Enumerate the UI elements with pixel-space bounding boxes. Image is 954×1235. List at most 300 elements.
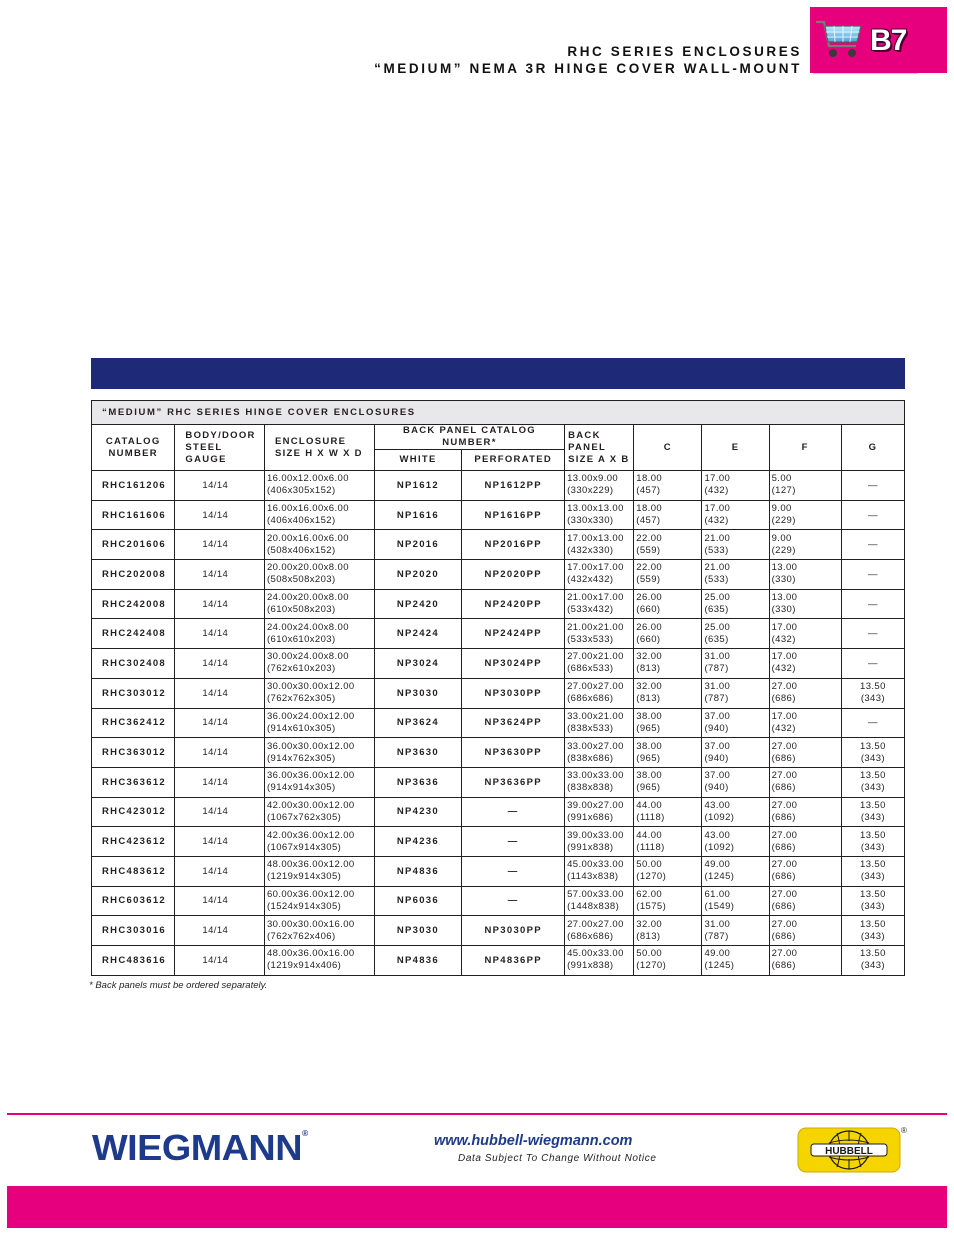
hubbell-registered-mark: ® [901, 1126, 907, 1135]
enclosure-size-metric: (1067x914x305) [266, 841, 342, 853]
dim-e [702, 500, 769, 530]
dim-f-value: 27.00 [771, 888, 798, 900]
dim-e-metric: (1245) [704, 960, 735, 972]
table-row [92, 589, 905, 619]
col-header-panel-size: BACK PANEL SIZE A X B [565, 425, 634, 471]
dim-e-metric: (1092) [704, 811, 735, 823]
dim-e-value: 43.00 [704, 799, 731, 811]
catalog-number-value: RHC423012 [102, 806, 166, 818]
perforated-panel-number [462, 530, 565, 560]
perforated-panel-number-value: — [507, 865, 519, 877]
dim-c [634, 560, 702, 590]
dim-e-metric: (1092) [704, 841, 735, 853]
white-panel-number-value: NP4836 [396, 865, 439, 877]
dim-c [634, 530, 702, 560]
panel-size-value: 27.00x27.00 [567, 681, 624, 693]
col-header-perforated: PERFORATED [462, 450, 565, 471]
enclosure-size-metric: (610x610x203) [266, 633, 336, 645]
catalog-number-value: RHC302408 [102, 657, 166, 669]
enclosure-size-value: 20.00x16.00x6.00 [266, 532, 349, 544]
dim-f [769, 946, 841, 976]
section-bar [91, 358, 905, 389]
catalog-number-value: RHC362412 [102, 717, 166, 729]
white-panel-number [374, 946, 462, 976]
dim-c-metric: (559) [636, 574, 661, 586]
dim-c [634, 856, 702, 886]
panel-size [565, 500, 634, 530]
dim-g [841, 560, 904, 590]
dim-f-value: 17.00 [771, 710, 798, 722]
catalog-number-value: RHC303016 [102, 925, 166, 937]
enclosure-size-metric: (914x914x305) [266, 782, 336, 794]
wiegmann-logo [92, 1127, 308, 1168]
enclosure-table [91, 400, 905, 976]
table-row [92, 886, 905, 916]
perforated-panel-number [462, 619, 565, 649]
dim-c-metric: (1270) [636, 871, 667, 883]
dim-e [702, 767, 769, 797]
dim-g-metric: (343) [860, 841, 885, 853]
dim-e [702, 946, 769, 976]
catalog-number-value: RHC363612 [102, 776, 166, 788]
dim-e-value: 25.00 [704, 592, 731, 604]
dim-c-metric: (813) [636, 663, 661, 675]
col-header-gauge: BODY/DOOR STEEL GAUGE [175, 425, 265, 471]
dim-f [769, 530, 841, 560]
dim-f-metric: (686) [771, 752, 796, 764]
catalog-number-value: RHC483616 [102, 954, 166, 966]
dim-g-metric: (343) [860, 811, 885, 823]
col-header-f: F [769, 425, 841, 471]
perforated-panel-number-value: NP2016PP [484, 539, 542, 551]
dim-e-value: 37.00 [704, 710, 731, 722]
panel-size-value: 21.00x21.00 [567, 621, 624, 633]
steel-gauge [175, 471, 265, 501]
table-row [92, 500, 905, 530]
perforated-panel-number [462, 886, 565, 916]
enclosure-size [264, 856, 374, 886]
website-link[interactable]: www.hubbell-wiegmann.com [434, 1133, 633, 1149]
perforated-panel-number-value: NP2020PP [484, 568, 542, 580]
dim-g-value: — [867, 657, 878, 669]
enclosure-size-value: 30.00x30.00x16.00 [266, 918, 355, 930]
steel-gauge [175, 946, 265, 976]
white-panel-number [374, 560, 462, 590]
dim-f [769, 856, 841, 886]
steel-gauge-value: 14/14 [202, 568, 229, 580]
dim-f-value: 27.00 [771, 740, 798, 752]
perforated-panel-number [462, 738, 565, 768]
white-panel-number-value: NP2020 [396, 568, 439, 580]
dim-g [841, 589, 904, 619]
steel-gauge [175, 589, 265, 619]
catalog-number [92, 767, 175, 797]
dim-e-metric: (533) [704, 544, 729, 556]
perforated-panel-number-value: — [507, 895, 519, 907]
dim-c-value: 22.00 [636, 532, 663, 544]
white-panel-number-value: NP4236 [396, 836, 439, 848]
steel-gauge [175, 678, 265, 708]
enclosure-size-metric: (762x762x406) [266, 930, 336, 942]
white-panel-number-value: NP3636 [396, 776, 439, 788]
enclosure-size [264, 560, 374, 590]
enclosure-size-value: 36.00x30.00x12.00 [266, 740, 355, 752]
hubbell-logo-text: HUBBELL [825, 1146, 873, 1157]
dim-g-metric: (343) [860, 752, 885, 764]
steel-gauge [175, 827, 265, 857]
catalog-number-value: RHC483612 [102, 865, 166, 877]
dim-f [769, 678, 841, 708]
catalog-number-value: RHC201606 [102, 539, 166, 551]
panel-size-value: 27.00x21.00 [567, 651, 624, 663]
enclosure-size [264, 678, 374, 708]
dim-e-value: 17.00 [704, 503, 731, 515]
perforated-panel-number-value: NP1616PP [484, 509, 542, 521]
dim-c-metric: (457) [636, 515, 661, 527]
steel-gauge-value: 14/14 [202, 925, 229, 937]
dim-c-metric: (1270) [636, 960, 667, 972]
dim-f-metric: (686) [771, 841, 796, 853]
shopping-cart-icon[interactable] [814, 16, 864, 60]
dim-f-value: 9.00 [771, 532, 792, 544]
dim-e [702, 619, 769, 649]
perforated-panel-number-value: — [507, 836, 519, 848]
white-panel-number [374, 708, 462, 738]
page-title: RHC SERIES ENCLOSURES [567, 44, 802, 59]
dim-f-metric: (330) [771, 604, 796, 616]
dim-f [769, 471, 841, 501]
dim-g-value: 13.50 [860, 948, 886, 960]
perforated-panel-number [462, 767, 565, 797]
table-row [92, 678, 905, 708]
enclosure-size [264, 619, 374, 649]
dim-f-metric: (686) [771, 871, 796, 883]
table-row [92, 560, 905, 590]
panel-size [565, 678, 634, 708]
logo-text: WIEGMANN [92, 1127, 302, 1168]
enclosure-size [264, 797, 374, 827]
enclosure-size-value: 60.00x36.00x12.00 [266, 888, 355, 900]
panel-size [565, 530, 634, 560]
panel-size-metric: (533x432) [567, 604, 614, 616]
white-panel-number [374, 856, 462, 886]
dim-c-value: 32.00 [636, 918, 663, 930]
col-header-size: ENCLOSURE SIZE H X W X D [264, 425, 374, 471]
dim-g [841, 471, 904, 501]
panel-size-metric: (838x838) [567, 782, 614, 794]
dim-c-value: 32.00 [636, 681, 663, 693]
panel-size-value: 39.00x27.00 [567, 799, 624, 811]
enclosure-size-value: 48.00x36.00x12.00 [266, 859, 355, 871]
dim-c [634, 946, 702, 976]
col-header-back-panel: BACK PANEL CATALOG NUMBER* [374, 425, 564, 450]
steel-gauge-value: 14/14 [202, 776, 229, 788]
dim-f-metric: (686) [771, 900, 796, 912]
dim-c-value: 22.00 [636, 562, 663, 574]
dim-g-value: — [867, 628, 878, 640]
panel-size [565, 856, 634, 886]
dim-e [702, 678, 769, 708]
table-row [92, 916, 905, 946]
dim-g-value: 13.50 [860, 681, 886, 693]
dim-e-metric: (635) [704, 604, 729, 616]
dim-c [634, 827, 702, 857]
steel-gauge [175, 797, 265, 827]
panel-size-metric: (686x686) [567, 930, 614, 942]
page-subtitle: “MEDIUM” NEMA 3R HINGE COVER WALL-MOUNT [374, 61, 802, 76]
dim-e-value: 31.00 [704, 651, 731, 663]
dim-g-value: 13.50 [860, 740, 886, 752]
dim-e-value: 43.00 [704, 829, 731, 841]
dim-e [702, 916, 769, 946]
panel-size [565, 797, 634, 827]
catalog-number [92, 560, 175, 590]
dim-e-value: 49.00 [704, 859, 731, 871]
dim-c [634, 797, 702, 827]
dim-g-value: — [867, 568, 878, 580]
panel-size-metric: (1448x838) [567, 900, 620, 912]
enclosure-size-metric: (914x610x305) [266, 722, 336, 734]
enclosure-size [264, 589, 374, 619]
perforated-panel-number-value: NP1612PP [484, 479, 542, 491]
dim-e-value: 17.00 [704, 473, 731, 485]
dim-f-value: 27.00 [771, 799, 798, 811]
dim-c-metric: (965) [636, 782, 661, 794]
dim-c [634, 738, 702, 768]
dim-e-metric: (432) [704, 515, 729, 527]
dim-g-metric: (343) [860, 930, 885, 942]
dim-g-metric: (343) [860, 782, 885, 794]
catalog-number [92, 886, 175, 916]
dim-g [841, 500, 904, 530]
perforated-panel-number [462, 916, 565, 946]
dim-c [634, 767, 702, 797]
dim-e-metric: (787) [704, 930, 729, 942]
catalog-number [92, 916, 175, 946]
col-header-e: E [702, 425, 769, 471]
dim-g [841, 797, 904, 827]
dim-f [769, 619, 841, 649]
dim-g [841, 708, 904, 738]
dim-e [702, 530, 769, 560]
dim-c-value: 26.00 [636, 621, 663, 633]
dim-c-value: 38.00 [636, 740, 663, 752]
white-panel-number [374, 827, 462, 857]
dim-f [769, 886, 841, 916]
dim-e-value: 21.00 [704, 562, 731, 574]
panel-size-value: 17.00x13.00 [567, 532, 624, 544]
white-panel-number-value: NP3624 [396, 717, 439, 729]
dim-g-value: — [867, 479, 878, 491]
dim-e-metric: (533) [704, 574, 729, 586]
perforated-panel-number [462, 560, 565, 590]
perforated-panel-number-value: NP3030PP [484, 925, 542, 937]
steel-gauge-value: 14/14 [202, 747, 229, 759]
dim-f-metric: (432) [771, 722, 796, 734]
dim-f [769, 500, 841, 530]
dim-f [769, 708, 841, 738]
catalog-number [92, 649, 175, 679]
steel-gauge [175, 530, 265, 560]
catalog-number [92, 500, 175, 530]
dim-c-metric: (1118) [636, 811, 665, 823]
dim-f-metric: (686) [771, 960, 796, 972]
dim-f-value: 13.00 [771, 592, 798, 604]
enclosure-size-metric: (762x610x203) [266, 663, 336, 675]
dim-g [841, 619, 904, 649]
dim-g [841, 916, 904, 946]
panel-size-metric: (330x330) [567, 515, 614, 527]
dim-g-value: — [867, 509, 878, 521]
dim-f-value: 9.00 [771, 503, 792, 515]
perforated-panel-number-value: NP2420PP [484, 598, 542, 610]
white-panel-number [374, 619, 462, 649]
panel-size-value: 13.00x13.00 [567, 503, 624, 515]
panel-size-value: 33.00x33.00 [567, 770, 624, 782]
white-panel-number [374, 738, 462, 768]
enclosure-size-value: 20.00x20.00x8.00 [266, 562, 349, 574]
dim-e-metric: (1245) [704, 871, 735, 883]
enclosure-size-value: 30.00x24.00x8.00 [266, 651, 349, 663]
panel-size-metric: (838x686) [567, 752, 614, 764]
perforated-panel-number [462, 797, 565, 827]
catalog-number [92, 946, 175, 976]
panel-size-metric: (686x686) [567, 693, 614, 705]
table-row [92, 946, 905, 976]
dim-c-metric: (660) [636, 604, 661, 616]
dim-g-value: — [867, 539, 878, 551]
dim-c-value: 50.00 [636, 948, 663, 960]
panel-size [565, 946, 634, 976]
perforated-panel-number [462, 827, 565, 857]
dim-f-metric: (229) [771, 544, 796, 556]
dim-c [634, 589, 702, 619]
dim-g [841, 767, 904, 797]
dim-e-metric: (940) [704, 752, 729, 764]
white-panel-number-value: NP4836 [396, 954, 439, 966]
steel-gauge [175, 619, 265, 649]
catalog-number [92, 589, 175, 619]
dim-g [841, 649, 904, 679]
dim-f [769, 560, 841, 590]
panel-size [565, 649, 634, 679]
white-panel-number [374, 767, 462, 797]
catalog-number [92, 471, 175, 501]
dim-g [841, 530, 904, 560]
dim-e-value: 31.00 [704, 681, 731, 693]
enclosure-size-value: 42.00x30.00x12.00 [266, 799, 355, 811]
dim-g-metric: (343) [860, 960, 885, 972]
steel-gauge-value: 14/14 [202, 806, 229, 818]
dim-e [702, 797, 769, 827]
panel-size-metric: (991x686) [567, 811, 614, 823]
perforated-panel-number-value: NP4836PP [484, 954, 542, 966]
panel-size [565, 589, 634, 619]
dim-e [702, 827, 769, 857]
perforated-panel-number-value: NP3624PP [484, 717, 542, 729]
steel-gauge-value: 14/14 [202, 687, 229, 699]
dim-e-metric: (787) [704, 663, 729, 675]
steel-gauge-value: 14/14 [202, 954, 229, 966]
catalog-number-value: RHC303012 [102, 687, 166, 699]
perforated-panel-number [462, 649, 565, 679]
dim-g [841, 678, 904, 708]
enclosure-size-metric: (508x406x152) [266, 544, 336, 556]
dim-g [841, 827, 904, 857]
dim-f [769, 916, 841, 946]
enclosure-size-value: 16.00x12.00x6.00 [266, 473, 349, 485]
dim-e-value: 31.00 [704, 918, 731, 930]
enclosure-size-metric: (762x762x305) [266, 693, 336, 705]
table-row [92, 649, 905, 679]
hubbell-logo [797, 1127, 901, 1173]
panel-size-value: 39.00x33.00 [567, 829, 624, 841]
dim-g [841, 856, 904, 886]
enclosure-size [264, 649, 374, 679]
dim-c [634, 471, 702, 501]
white-panel-number-value: NP3030 [396, 925, 439, 937]
dim-e-metric: (432) [704, 485, 729, 497]
catalog-number-value: RHC242008 [102, 598, 166, 610]
steel-gauge-value: 14/14 [202, 895, 229, 907]
steel-gauge [175, 560, 265, 590]
panel-size [565, 471, 634, 501]
panel-size [565, 916, 634, 946]
catalog-number-value: RHC202008 [102, 568, 166, 580]
catalog-number-value: RHC161606 [102, 509, 166, 521]
table-row [92, 827, 905, 857]
steel-gauge [175, 767, 265, 797]
dim-e-value: 61.00 [704, 888, 731, 900]
dim-e [702, 589, 769, 619]
dim-c-value: 62.00 [636, 888, 663, 900]
enclosure-size-value: 48.00x36.00x16.00 [266, 948, 355, 960]
panel-size-metric: (432x432) [567, 574, 614, 586]
dim-c-metric: (965) [636, 752, 661, 764]
panel-size-value: 27.00x27.00 [567, 918, 624, 930]
dim-g-value: 13.50 [860, 799, 886, 811]
dim-c-metric: (965) [636, 722, 661, 734]
dim-c-metric: (1575) [636, 900, 667, 912]
dim-e-value: 37.00 [704, 770, 731, 782]
table-row [92, 856, 905, 886]
catalog-number [92, 619, 175, 649]
perforated-panel-number [462, 589, 565, 619]
dim-e [702, 471, 769, 501]
white-panel-number-value: NP2424 [396, 628, 439, 640]
enclosure-size-metric: (1067x762x305) [266, 811, 342, 823]
steel-gauge-value: 14/14 [202, 479, 229, 491]
panel-size-metric: (686x533) [567, 663, 614, 675]
steel-gauge-value: 14/14 [202, 836, 229, 848]
dim-e [702, 886, 769, 916]
dim-c-value: 32.00 [636, 651, 663, 663]
table-row [92, 619, 905, 649]
panel-size-value: 33.00x27.00 [567, 740, 624, 752]
catalog-number [92, 678, 175, 708]
perforated-panel-number-value: NP3630PP [484, 747, 542, 759]
dim-e [702, 649, 769, 679]
steel-gauge-value: 14/14 [202, 539, 229, 551]
col-header-catalog: CATALOG NUMBER [92, 425, 175, 471]
steel-gauge [175, 649, 265, 679]
enclosure-size-metric: (1524x914x305) [266, 900, 342, 912]
white-panel-number [374, 589, 462, 619]
dim-f [769, 797, 841, 827]
panel-size-value: 45.00x33.00 [567, 859, 624, 871]
white-panel-number [374, 916, 462, 946]
panel-size-metric: (1143x838) [567, 871, 619, 883]
